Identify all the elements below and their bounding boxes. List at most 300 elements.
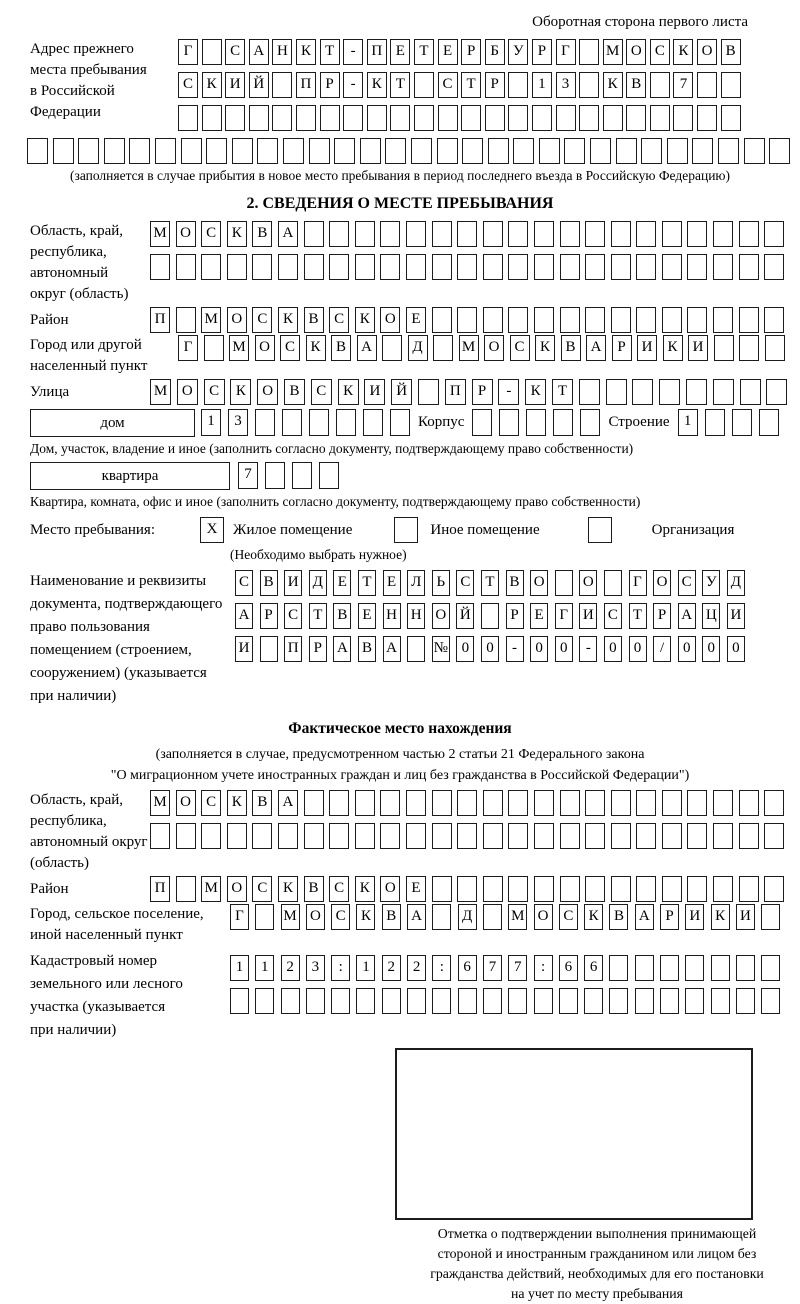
char-box[interactable]: А (235, 603, 253, 629)
char-box[interactable]: О (697, 39, 717, 65)
char-box[interactable] (764, 790, 784, 816)
char-box[interactable]: О (306, 904, 325, 930)
char-box[interactable] (513, 138, 534, 164)
apartment-number-row[interactable] (238, 462, 339, 489)
char-box[interactable]: Г (230, 904, 249, 930)
char-box[interactable] (662, 876, 682, 902)
char-box[interactable]: М (281, 904, 300, 930)
char-box[interactable] (78, 138, 99, 164)
char-box[interactable] (432, 904, 451, 930)
char-box[interactable] (488, 138, 509, 164)
char-box[interactable]: В (333, 603, 351, 629)
char-box[interactable] (560, 254, 580, 280)
char-box[interactable] (418, 379, 439, 405)
char-box[interactable] (660, 955, 679, 981)
char-box[interactable] (662, 254, 682, 280)
char-box[interactable]: Е (383, 570, 401, 596)
char-box[interactable]: 3 (556, 72, 576, 98)
char-box[interactable] (483, 307, 503, 333)
char-box[interactable]: 0 (456, 636, 474, 662)
char-box[interactable]: Т (481, 570, 499, 596)
char-box[interactable]: 0 (702, 636, 720, 662)
char-box[interactable] (534, 307, 554, 333)
char-box[interactable]: 3 (228, 409, 248, 436)
char-box[interactable]: К (230, 379, 251, 405)
char-box[interactable] (739, 221, 759, 247)
char-box[interactable]: О (484, 335, 504, 361)
char-box[interactable]: Н (383, 603, 401, 629)
char-box[interactable] (432, 823, 452, 849)
char-box[interactable]: Т (309, 603, 327, 629)
prev-address-row-3[interactable] (178, 105, 741, 131)
char-box[interactable] (432, 790, 452, 816)
char-box[interactable]: О (432, 603, 450, 629)
korpus-row[interactable] (472, 409, 600, 436)
cadastre-row-1[interactable] (230, 955, 780, 981)
char-box[interactable] (483, 823, 503, 849)
char-box[interactable] (437, 138, 458, 164)
char-box[interactable] (382, 988, 401, 1014)
region-row-1[interactable] (150, 221, 784, 247)
char-box[interactable] (483, 904, 502, 930)
char-box[interactable] (697, 72, 717, 98)
char-box[interactable] (282, 409, 302, 436)
char-box[interactable] (380, 221, 400, 247)
char-box[interactable] (636, 876, 656, 902)
char-box[interactable] (380, 254, 400, 280)
char-box[interactable]: 2 (382, 955, 401, 981)
char-box[interactable]: Т (629, 603, 647, 629)
char-box[interactable] (764, 307, 784, 333)
char-box[interactable]: И (685, 904, 704, 930)
char-box[interactable]: 1 (201, 409, 221, 436)
char-box[interactable] (462, 138, 483, 164)
char-box[interactable] (650, 105, 670, 131)
char-box[interactable] (534, 988, 553, 1014)
char-box[interactable] (687, 254, 707, 280)
char-box[interactable]: С (311, 379, 332, 405)
char-box[interactable] (278, 254, 298, 280)
char-box[interactable]: С (329, 876, 349, 902)
char-box[interactable] (380, 823, 400, 849)
char-box[interactable]: Ц (702, 603, 720, 629)
char-box[interactable]: О (177, 379, 198, 405)
char-box[interactable] (432, 307, 452, 333)
char-box[interactable] (432, 988, 451, 1014)
char-box[interactable]: 6 (584, 955, 603, 981)
char-box[interactable] (697, 105, 717, 131)
char-box[interactable] (283, 138, 304, 164)
char-box[interactable]: О (176, 790, 196, 816)
char-box[interactable] (611, 790, 631, 816)
house-number-row[interactable] (201, 409, 410, 436)
char-box[interactable] (740, 379, 761, 405)
char-box[interactable] (406, 221, 426, 247)
char-box[interactable] (225, 105, 245, 131)
char-box[interactable] (329, 221, 349, 247)
char-box[interactable]: П (296, 72, 316, 98)
char-box[interactable] (508, 105, 528, 131)
char-box[interactable] (606, 379, 627, 405)
char-box[interactable]: И (225, 72, 245, 98)
char-box[interactable] (713, 307, 733, 333)
char-box[interactable]: С (650, 39, 670, 65)
char-box[interactable] (202, 105, 222, 131)
char-box[interactable] (27, 138, 48, 164)
char-box[interactable] (739, 823, 759, 849)
char-box[interactable] (580, 409, 600, 436)
char-box[interactable]: С (510, 335, 530, 361)
char-box[interactable] (390, 105, 410, 131)
char-box[interactable]: Р (472, 379, 493, 405)
char-box[interactable]: Т (552, 379, 573, 405)
char-box[interactable]: К (355, 307, 375, 333)
char-box[interactable] (555, 570, 573, 596)
char-box[interactable]: С (604, 603, 622, 629)
char-box[interactable] (713, 876, 733, 902)
char-box[interactable] (232, 138, 253, 164)
char-box[interactable] (579, 39, 599, 65)
char-box[interactable]: В (721, 39, 741, 65)
char-box[interactable] (411, 138, 432, 164)
char-box[interactable] (407, 988, 426, 1014)
char-box[interactable]: В (304, 876, 324, 902)
char-box[interactable] (636, 221, 656, 247)
char-box[interactable] (764, 823, 784, 849)
char-box[interactable]: Б (485, 39, 505, 65)
char-box[interactable]: М (603, 39, 623, 65)
char-box[interactable] (764, 254, 784, 280)
char-box[interactable]: К (711, 904, 730, 930)
char-box[interactable]: В (252, 221, 272, 247)
char-box[interactable]: / (653, 636, 671, 662)
char-box[interactable]: К (202, 72, 222, 98)
char-box[interactable] (713, 221, 733, 247)
char-box[interactable] (306, 988, 325, 1014)
prev-address-row-4[interactable] (27, 138, 770, 164)
char-box[interactable]: Р (612, 335, 632, 361)
char-box[interactable]: А (357, 335, 377, 361)
char-box[interactable] (766, 379, 787, 405)
char-box[interactable] (713, 790, 733, 816)
char-box[interactable] (278, 823, 298, 849)
char-box[interactable] (367, 105, 387, 131)
char-box[interactable]: Т (358, 570, 376, 596)
char-box[interactable] (457, 307, 477, 333)
char-box[interactable]: О (534, 904, 553, 930)
char-box[interactable] (764, 876, 784, 902)
char-box[interactable] (304, 823, 324, 849)
char-box[interactable] (744, 138, 765, 164)
char-box[interactable]: Е (438, 39, 458, 65)
char-box[interactable]: 0 (604, 636, 622, 662)
char-box[interactable] (662, 823, 682, 849)
stroenie-row[interactable] (678, 409, 779, 436)
region2-row-1[interactable] (150, 790, 784, 816)
char-box[interactable] (181, 138, 202, 164)
char-box[interactable] (457, 790, 477, 816)
char-box[interactable]: С (225, 39, 245, 65)
char-box[interactable] (650, 72, 670, 98)
char-box[interactable] (508, 254, 528, 280)
char-box[interactable] (556, 105, 576, 131)
char-box[interactable] (611, 876, 631, 902)
char-box[interactable]: О (579, 570, 597, 596)
char-box[interactable] (176, 823, 196, 849)
char-box[interactable]: С (438, 72, 458, 98)
char-box[interactable] (255, 988, 274, 1014)
char-box[interactable] (255, 904, 274, 930)
char-box[interactable] (150, 254, 170, 280)
char-box[interactable] (414, 72, 434, 98)
char-box[interactable]: : (432, 955, 451, 981)
char-box[interactable] (227, 823, 247, 849)
char-box[interactable] (534, 254, 554, 280)
char-box[interactable] (636, 790, 656, 816)
char-box[interactable]: К (278, 876, 298, 902)
char-box[interactable] (660, 988, 679, 1014)
char-box[interactable]: Р (260, 603, 278, 629)
char-box[interactable]: О (626, 39, 646, 65)
char-box[interactable] (739, 335, 759, 361)
char-box[interactable]: Р (320, 72, 340, 98)
char-box[interactable] (765, 335, 785, 361)
char-box[interactable] (356, 988, 375, 1014)
char-box[interactable] (343, 105, 363, 131)
char-box[interactable] (603, 105, 623, 131)
char-box[interactable]: В (304, 307, 324, 333)
char-box[interactable]: К (535, 335, 555, 361)
char-box[interactable]: М (201, 876, 221, 902)
char-box[interactable] (272, 105, 292, 131)
char-box[interactable] (355, 254, 375, 280)
char-box[interactable]: Т (390, 72, 410, 98)
char-box[interactable]: С (331, 904, 350, 930)
char-box[interactable]: О (257, 379, 278, 405)
stay-type-checkbox-residential[interactable]: X (200, 517, 224, 543)
char-box[interactable] (204, 335, 224, 361)
char-box[interactable]: В (358, 636, 376, 662)
char-box[interactable] (281, 988, 300, 1014)
char-box[interactable]: № (432, 636, 450, 662)
char-box[interactable] (579, 105, 599, 131)
char-box[interactable] (249, 105, 269, 131)
char-box[interactable]: А (635, 904, 654, 930)
char-box[interactable] (560, 790, 580, 816)
char-box[interactable]: С (252, 307, 272, 333)
char-box[interactable]: К (603, 72, 623, 98)
document-row-3[interactable] (235, 636, 745, 662)
char-box[interactable]: М (508, 904, 527, 930)
char-box[interactable] (759, 409, 779, 436)
char-box[interactable] (687, 790, 707, 816)
char-box[interactable]: Г (178, 335, 198, 361)
char-box[interactable]: В (626, 72, 646, 98)
char-box[interactable] (508, 72, 528, 98)
char-box[interactable] (585, 221, 605, 247)
char-box[interactable]: Д (727, 570, 745, 596)
char-box[interactable] (155, 138, 176, 164)
char-box[interactable] (304, 254, 324, 280)
char-box[interactable]: Е (530, 603, 548, 629)
char-box[interactable] (736, 988, 755, 1014)
district-row[interactable] (150, 307, 784, 333)
char-box[interactable] (609, 955, 628, 981)
char-box[interactable]: Р (660, 904, 679, 930)
char-box[interactable] (390, 409, 410, 436)
char-box[interactable]: Г (555, 603, 573, 629)
char-box[interactable]: Е (406, 876, 426, 902)
char-box[interactable] (636, 254, 656, 280)
prev-address-row-2[interactable] (178, 72, 741, 98)
char-box[interactable] (252, 823, 272, 849)
char-box[interactable]: С (201, 790, 221, 816)
char-box[interactable]: П (284, 636, 302, 662)
char-box[interactable] (636, 307, 656, 333)
char-box[interactable] (534, 823, 554, 849)
char-box[interactable]: 3 (306, 955, 325, 981)
char-box[interactable]: : (534, 955, 553, 981)
char-box[interactable] (579, 379, 600, 405)
char-box[interactable]: У (508, 39, 528, 65)
char-box[interactable] (202, 39, 222, 65)
char-box[interactable] (320, 105, 340, 131)
char-box[interactable] (438, 105, 458, 131)
char-box[interactable]: С (178, 72, 198, 98)
char-box[interactable] (739, 790, 759, 816)
char-box[interactable] (739, 307, 759, 333)
char-box[interactable]: К (227, 221, 247, 247)
char-box[interactable] (585, 307, 605, 333)
char-box[interactable] (611, 221, 631, 247)
char-box[interactable] (687, 876, 707, 902)
char-box[interactable]: К (356, 904, 375, 930)
char-box[interactable] (432, 254, 452, 280)
char-box[interactable] (432, 876, 452, 902)
char-box[interactable] (761, 955, 780, 981)
char-box[interactable] (406, 790, 426, 816)
char-box[interactable] (692, 138, 713, 164)
char-box[interactable] (673, 105, 693, 131)
char-box[interactable]: Е (333, 570, 351, 596)
document-row-2[interactable] (235, 603, 745, 629)
char-box[interactable]: А (278, 790, 298, 816)
char-box[interactable]: М (229, 335, 249, 361)
char-box[interactable]: Р (461, 39, 481, 65)
char-box[interactable] (481, 603, 499, 629)
char-box[interactable]: А (333, 636, 351, 662)
char-box[interactable]: Н (407, 603, 425, 629)
char-box[interactable] (227, 254, 247, 280)
char-box[interactable]: 1 (532, 72, 552, 98)
char-box[interactable] (499, 409, 519, 436)
char-box[interactable]: Р (485, 72, 505, 98)
char-box[interactable]: 6 (458, 955, 477, 981)
char-box[interactable]: И (284, 570, 302, 596)
char-box[interactable]: К (367, 72, 387, 98)
char-box[interactable]: А (278, 221, 298, 247)
char-box[interactable]: Л (407, 570, 425, 596)
char-box[interactable] (761, 988, 780, 1014)
char-box[interactable] (432, 221, 452, 247)
char-box[interactable] (508, 823, 528, 849)
city2-row[interactable] (230, 904, 780, 930)
char-box[interactable] (721, 72, 741, 98)
char-box[interactable]: 0 (530, 636, 548, 662)
char-box[interactable] (534, 790, 554, 816)
char-box[interactable] (739, 876, 759, 902)
stay-type-checkbox-organization[interactable] (588, 517, 612, 543)
char-box[interactable] (309, 409, 329, 436)
char-box[interactable]: С (284, 603, 302, 629)
char-box[interactable] (508, 221, 528, 247)
char-box[interactable] (355, 823, 375, 849)
char-box[interactable]: И (637, 335, 657, 361)
char-box[interactable]: К (525, 379, 546, 405)
char-box[interactable] (626, 105, 646, 131)
char-box[interactable] (559, 988, 578, 1014)
char-box[interactable] (319, 462, 339, 489)
char-box[interactable] (687, 307, 707, 333)
char-box[interactable]: С (559, 904, 578, 930)
char-box[interactable] (457, 221, 477, 247)
char-box[interactable] (461, 105, 481, 131)
char-box[interactable]: О (227, 876, 247, 902)
char-box[interactable]: К (278, 307, 298, 333)
char-box[interactable]: С (252, 876, 272, 902)
char-box[interactable] (616, 138, 637, 164)
char-box[interactable] (355, 790, 375, 816)
char-box[interactable] (485, 105, 505, 131)
char-box[interactable] (718, 138, 739, 164)
char-box[interactable]: С (456, 570, 474, 596)
char-box[interactable] (539, 138, 560, 164)
char-box[interactable] (406, 823, 426, 849)
char-box[interactable] (585, 823, 605, 849)
char-box[interactable]: И (364, 379, 385, 405)
char-box[interactable] (611, 307, 631, 333)
char-box[interactable]: В (561, 335, 581, 361)
char-box[interactable] (304, 790, 324, 816)
char-box[interactable] (641, 138, 662, 164)
char-box[interactable] (382, 335, 402, 361)
char-box[interactable]: М (201, 307, 221, 333)
region-row-2[interactable] (150, 254, 784, 280)
char-box[interactable]: 1 (230, 955, 249, 981)
char-box[interactable]: О (176, 221, 196, 247)
char-box[interactable]: С (235, 570, 253, 596)
char-box[interactable] (713, 379, 734, 405)
char-box[interactable]: В (609, 904, 628, 930)
char-box[interactable] (769, 138, 790, 164)
char-box[interactable] (560, 307, 580, 333)
char-box[interactable] (407, 636, 425, 662)
char-box[interactable] (667, 138, 688, 164)
char-box[interactable]: 7 (483, 955, 502, 981)
char-box[interactable] (659, 379, 680, 405)
char-box[interactable] (483, 254, 503, 280)
char-box[interactable]: 0 (481, 636, 499, 662)
char-box[interactable] (604, 570, 622, 596)
char-box[interactable]: А (407, 904, 426, 930)
char-box[interactable] (713, 254, 733, 280)
char-box[interactable]: О (380, 876, 400, 902)
char-box[interactable]: К (306, 335, 326, 361)
char-box[interactable]: М (150, 379, 171, 405)
document-row-1[interactable] (235, 570, 745, 596)
char-box[interactable] (508, 790, 528, 816)
char-box[interactable]: М (150, 221, 170, 247)
